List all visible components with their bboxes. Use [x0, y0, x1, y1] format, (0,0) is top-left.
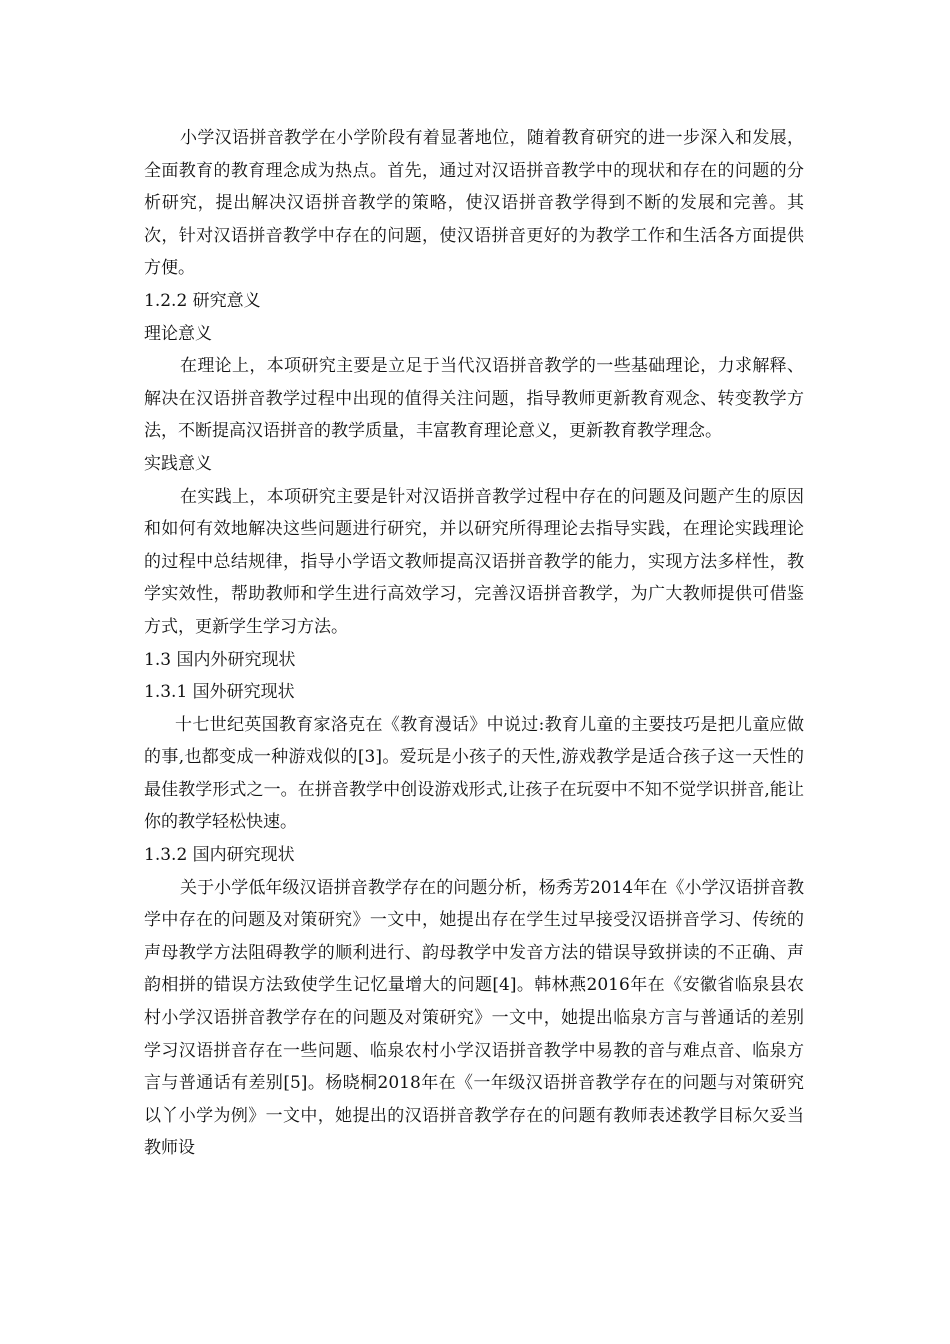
heading-1-2-2: 1.2.2 研究意义: [144, 290, 261, 311]
heading-1-3: 1.3 国内外研究现状: [144, 649, 296, 670]
heading-1-3-2: 1.3.2 国内研究现状: [144, 845, 295, 866]
paragraph-practice: 在实践上，本项研究主要是针对汉语拼音教学过程中存在的问题及问题产生的原因和如何有效地解决这些问题进行研究，并以研究所得理论去指导实践，在理论实践理论的过程中总结规律，指导小学语文教师提高汉语拼音教学的能力，实现方法多样性，教学实效性，帮助教师和学生进行高效学习，完善汉语拼音教学，为广大教师提供可借鉴方式，更新学生学习方法。: [144, 486, 804, 637]
paragraph-theory: 在理论上，本项研究主要是立足于当代汉语拼音教学的一些基础理论，力求解释、解决在汉语拼音教学过程中出现的值得关注问题，指导教师更新教育观念、转变教学方法，不断提高汉语拼音的教学质量，丰富教育理论意义，更新教育教学理念。: [144, 356, 804, 442]
subheading-practice: 实践意义: [144, 453, 212, 474]
paragraph-domestic-research: 关于小学低年级汉语拼音教学存在的问题分析，杨秀芳2014年在《小学汉语拼音教学中存在的问题及对策研究》一文中，她提出存在学生过早接受汉语拼音学习、传统的声母教学方法阻碍教学的顺利进行、韵母教学中发音方法的错误导致拼读的不正确、声韵相拼的错误方法致使学生记忆量增大的问题[4]。韩林燕2016年在《安徽省临泉县农村小学汉语拼音教学存在的问题及对策研究》一文中，她提出临泉方言与普通话的差别学习汉语拼音存在一些问题、临泉农村小学汉语拼音教学中易教的音与难点音、临泉方言与普通话有差别[5]。杨晓桐2018年在《一年级汉语拼音教学存在的问题与对策研究以丫小学为例》一文中，她提出的汉语拼音教学存在的问题有教师表述教学目标欠妥当教师设: [144, 877, 804, 1159]
document-body: [144, 122, 804, 1165]
paragraph-foreign-research: 十七世纪英国教育家洛克在《教育漫话》中说过:教育儿童的主要技巧是把儿童应做的事,也都变成一种游戏似的[3]。爱玩是小孩子的天性,游戏教学是适合孩子这一天性的最佳教学形式之一。在拼音教学中创设游戏形式,让孩子在玩耍中不知不觉学识拼音,能让你的教学轻松快速。: [144, 714, 804, 833]
paragraph-research-purpose: 小学汉语拼音教学在小学阶段有着显著地位，随着教育研究的进一步深入和发展，全面教育的教育理念成为热点。首先，通过对汉语拼音教学中的现状和存在的问题的分析研究，提出解决汉语拼音教学的策略，使汉语拼音教学得到不断的发展和完善。其次，针对汉语拼音教学中存在的问题，使汉语拼音更好的为教学工作和生活各方面提供方便。: [144, 128, 804, 279]
heading-1-3-1: 1.3.1 国外研究现状: [144, 682, 295, 703]
subheading-theory: 理论意义: [144, 323, 212, 344]
